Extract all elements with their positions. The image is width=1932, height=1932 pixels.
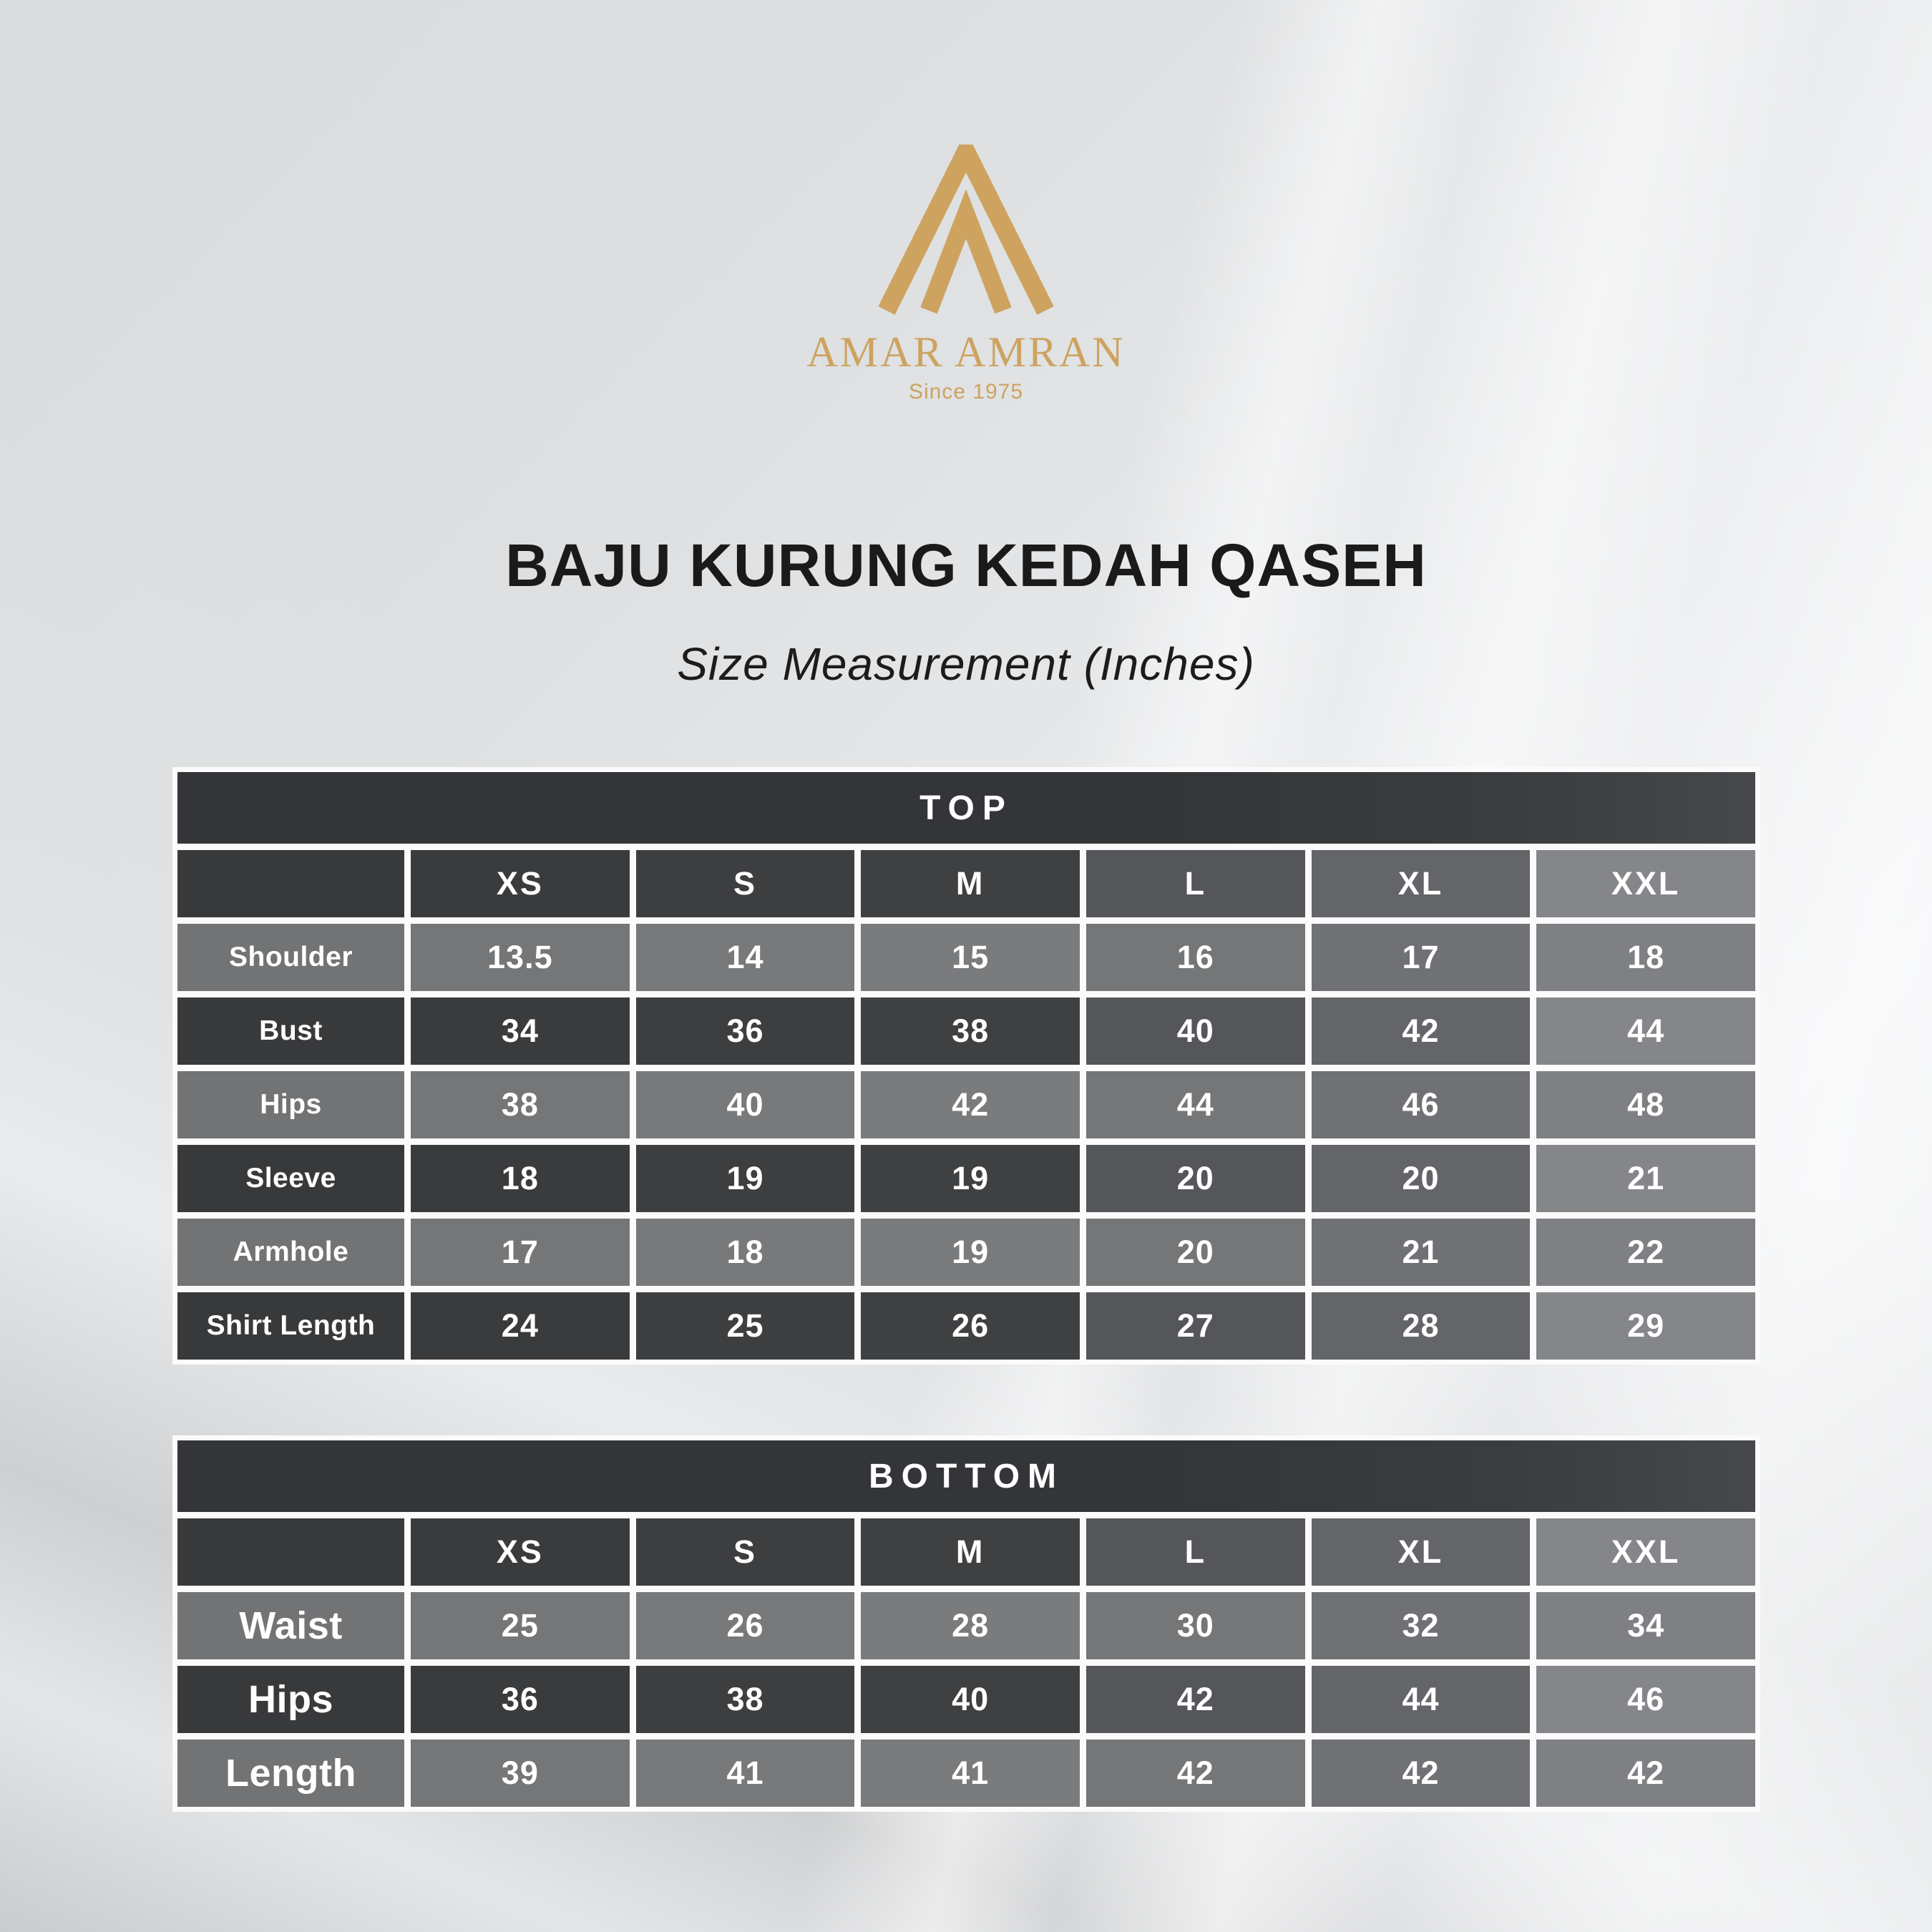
size-header-xxl: XXL (1536, 850, 1755, 917)
page-title: BAJU KURUNG KEDAH QASEH (505, 532, 1427, 600)
row-label: Sleeve (177, 1145, 404, 1212)
value-cell: 17 (1312, 924, 1531, 991)
value-cell: 20 (1086, 1219, 1305, 1286)
value-cell: 30 (1086, 1592, 1305, 1659)
value-cell: 40 (1086, 997, 1305, 1065)
row-label: Length (177, 1740, 404, 1807)
size-header-xs: XS (411, 1518, 630, 1586)
row-label: Waist (177, 1592, 404, 1659)
value-cell: 29 (1536, 1292, 1755, 1360)
value-cell: 19 (861, 1219, 1080, 1286)
value-cell: 13.5 (411, 924, 630, 991)
value-cell: 38 (636, 1666, 855, 1733)
value-cell: 21 (1312, 1219, 1531, 1286)
row-label: Shoulder (177, 924, 404, 991)
value-cell: 17 (411, 1219, 630, 1286)
size-header-s: S (636, 1518, 855, 1586)
row-label: Hips (177, 1666, 404, 1733)
size-header-s: S (636, 850, 855, 917)
value-cell: 34 (411, 997, 630, 1065)
value-cell: 32 (1312, 1592, 1531, 1659)
size-header-xl: XL (1312, 1518, 1531, 1586)
value-cell: 27 (1086, 1292, 1305, 1360)
corner-cell (177, 1518, 404, 1586)
value-cell: 22 (1536, 1219, 1755, 1286)
value-cell: 44 (1086, 1071, 1305, 1138)
value-cell: 44 (1312, 1666, 1531, 1733)
value-cell: 42 (1536, 1740, 1755, 1807)
value-cell: 18 (411, 1145, 630, 1212)
value-cell: 41 (861, 1740, 1080, 1807)
value-cell: 14 (636, 924, 855, 991)
value-cell: 18 (636, 1219, 855, 1286)
value-cell: 42 (1312, 997, 1531, 1065)
value-cell: 40 (636, 1071, 855, 1138)
page-subtitle: Size Measurement (Inches) (677, 638, 1255, 691)
size-header-l: L (1086, 850, 1305, 917)
value-cell: 42 (861, 1071, 1080, 1138)
row-label: Hips (177, 1071, 404, 1138)
value-cell: 25 (411, 1592, 630, 1659)
value-cell: 25 (636, 1292, 855, 1360)
size-header-m: M (861, 1518, 1080, 1586)
corner-cell (177, 850, 404, 917)
row-label: Shirt Length (177, 1292, 404, 1360)
value-cell: 20 (1312, 1145, 1531, 1212)
value-cell: 19 (636, 1145, 855, 1212)
size-header-m: M (861, 850, 1080, 917)
value-cell: 48 (1536, 1071, 1755, 1138)
value-cell: 40 (861, 1666, 1080, 1733)
size-header-xxl: XXL (1536, 1518, 1755, 1586)
value-cell: 36 (411, 1666, 630, 1733)
value-cell: 38 (861, 997, 1080, 1065)
value-cell: 16 (1086, 924, 1305, 991)
size-header-xl: XL (1312, 850, 1531, 917)
value-cell: 42 (1086, 1666, 1305, 1733)
top-table-banner: TOP (177, 772, 1755, 844)
value-cell: 39 (411, 1740, 630, 1807)
bottom-size-table (172, 1435, 1760, 1812)
value-cell: 46 (1536, 1666, 1755, 1733)
value-cell: 21 (1536, 1145, 1755, 1212)
value-cell: 28 (1312, 1292, 1531, 1360)
value-cell: 42 (1312, 1740, 1531, 1807)
value-cell: 20 (1086, 1145, 1305, 1212)
top-size-table (172, 767, 1760, 1365)
row-label: Armhole (177, 1219, 404, 1286)
bottom-table-banner: BOTTOM (177, 1440, 1755, 1512)
brand-name: AMAR AMRAN (806, 328, 1126, 376)
brand-header (0, 145, 1932, 404)
brand-tagline: Since 1975 (908, 380, 1024, 404)
value-cell: 26 (861, 1292, 1080, 1360)
value-cell: 34 (1536, 1592, 1755, 1659)
value-cell: 24 (411, 1292, 630, 1360)
value-cell: 26 (636, 1592, 855, 1659)
value-cell: 28 (861, 1592, 1080, 1659)
value-cell: 18 (1536, 924, 1755, 991)
size-header-l: L (1086, 1518, 1305, 1586)
size-header-xs: XS (411, 850, 630, 917)
value-cell: 15 (861, 924, 1080, 991)
value-cell: 42 (1086, 1740, 1305, 1807)
row-label: Bust (177, 997, 404, 1065)
value-cell: 41 (636, 1740, 855, 1807)
brand-logo-icon (876, 145, 1056, 316)
value-cell: 38 (411, 1071, 630, 1138)
value-cell: 36 (636, 997, 855, 1065)
value-cell: 19 (861, 1145, 1080, 1212)
value-cell: 46 (1312, 1071, 1531, 1138)
value-cell: 44 (1536, 997, 1755, 1065)
